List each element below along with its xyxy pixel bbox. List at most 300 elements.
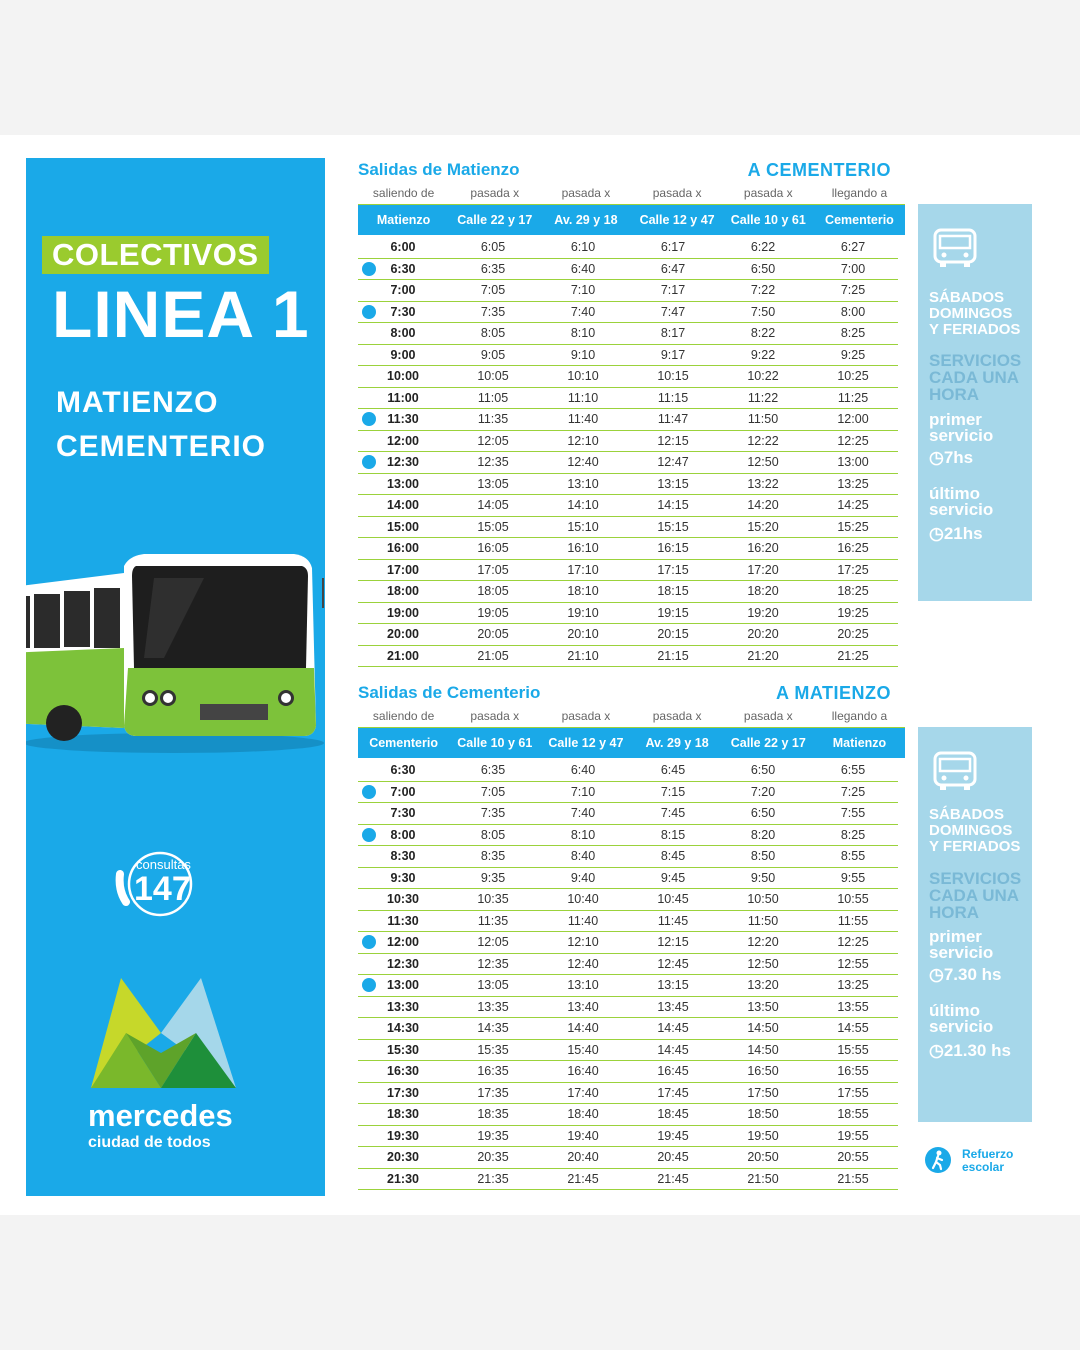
- time-cell: 13:00: [387, 476, 419, 491]
- time-cell: 11:47: [657, 412, 689, 427]
- time-cell: 21:20: [747, 648, 779, 663]
- table-row: [358, 1126, 898, 1148]
- days-line: Y FERIADOS: [929, 838, 1021, 855]
- table-row: [358, 603, 898, 625]
- column-header: Matienzo: [832, 736, 887, 750]
- time-cell: 19:35: [477, 1128, 509, 1143]
- time-cell: 10:40: [567, 892, 599, 907]
- time-cell: 21:45: [567, 1171, 599, 1186]
- time-cell: 20:50: [747, 1150, 779, 1165]
- last-service-label: último: [929, 1001, 980, 1020]
- time-cell: 14:15: [657, 498, 689, 513]
- table-body: [358, 237, 898, 667]
- table-row: [358, 1040, 898, 1062]
- legend-line: Refuerzo: [962, 1147, 1014, 1161]
- time-cell: 20:45: [657, 1150, 689, 1165]
- time-cell: 6:30: [390, 763, 416, 778]
- time-cell: 11:00: [387, 390, 419, 405]
- time-cell: 20:25: [837, 627, 869, 642]
- time-cell: 16:25: [837, 541, 869, 556]
- column-headers: [358, 728, 905, 758]
- time-cell: 12:20: [747, 935, 779, 950]
- column-header: Cementerio: [369, 736, 438, 750]
- table-row: [358, 782, 898, 804]
- time-cell: 12:30: [387, 455, 419, 470]
- time-cell: 19:45: [657, 1128, 689, 1143]
- line-title: LINEA 1: [52, 277, 310, 351]
- time-cell: 21:55: [837, 1171, 869, 1186]
- table-row: [358, 581, 898, 603]
- time-cell: 12:55: [837, 956, 869, 971]
- time-cell: 8:17: [660, 326, 686, 341]
- time-cell: 12:35: [477, 455, 509, 470]
- time-cell: 10:22: [747, 369, 779, 384]
- time-cell: 10:45: [657, 892, 689, 907]
- time-cell: 10:55: [837, 892, 869, 907]
- time-cell: 7:40: [570, 806, 596, 821]
- time-cell: 16:35: [477, 1064, 509, 1079]
- left-panel: [26, 158, 325, 1196]
- frequency-line: SERVICIOS: [929, 351, 1022, 370]
- time-cell: 8:22: [750, 326, 776, 341]
- time-cell: 17:50: [747, 1085, 779, 1100]
- table-row: [358, 259, 898, 281]
- time-cell: 9:10: [570, 347, 596, 362]
- time-cell: 6:30: [390, 261, 416, 276]
- time-cell: 16:10: [567, 541, 599, 556]
- time-cell: 18:10: [567, 584, 599, 599]
- first-time-value: 7.30 hs: [943, 965, 1002, 984]
- time-cell: 6:40: [570, 763, 596, 778]
- table-row: [358, 1104, 898, 1126]
- time-cell: 18:00: [387, 584, 419, 599]
- days-line: Y FERIADOS: [929, 321, 1021, 338]
- time-cell: 11:40: [567, 913, 599, 928]
- clock-icon: ◷: [929, 448, 944, 467]
- table-row: [358, 803, 898, 825]
- time-cell: 11:35: [477, 913, 509, 928]
- time-cell: 14:40: [567, 1021, 599, 1036]
- time-cell: 12:40: [567, 956, 599, 971]
- time-cell: 12:00: [387, 433, 419, 448]
- time-cell: 19:30: [387, 1128, 419, 1143]
- time-cell: 18:25: [837, 584, 869, 599]
- table-row: [358, 560, 898, 582]
- subheader: llegando a: [831, 186, 888, 200]
- time-cell: 11:30: [387, 913, 419, 928]
- time-cell: 13:50: [747, 999, 779, 1014]
- bus-illustration: [26, 518, 324, 758]
- time-cell: 12:25: [837, 433, 869, 448]
- table-title: Salidas de Matienzo: [358, 160, 520, 179]
- time-cell: 19:15: [657, 605, 689, 620]
- time-cell: 6:55: [840, 763, 866, 778]
- time-cell: 7:40: [570, 304, 596, 319]
- time-cell: 13:25: [837, 476, 869, 491]
- column-header: Calle 12 y 47: [639, 213, 715, 227]
- last-time-value: 21hs: [943, 524, 983, 543]
- column-header: Cementerio: [825, 213, 894, 227]
- time-cell: 8:00: [840, 304, 866, 319]
- time-cell: 10:05: [477, 369, 509, 384]
- pedestrian-icon: [362, 828, 376, 842]
- time-cell: 13:25: [837, 978, 869, 993]
- time-cell: 12:50: [747, 956, 779, 971]
- table-destination: A CEMENTERIO: [747, 160, 891, 180]
- time-cell: 8:25: [840, 827, 866, 842]
- time-cell: 20:20: [747, 627, 779, 642]
- time-cell: 13:05: [477, 476, 509, 491]
- subheader: pasada x: [652, 709, 702, 723]
- time-cell: 10:30: [387, 892, 419, 907]
- time-cell: 6:50: [750, 261, 776, 276]
- time-cell: 9:40: [570, 870, 596, 885]
- time-cell: 18:50: [747, 1107, 779, 1122]
- time-cell: 8:10: [570, 326, 596, 341]
- first-time-value: 7hs: [943, 448, 974, 467]
- time-cell: 9:35: [480, 870, 506, 885]
- time-cell: 8:30: [390, 849, 416, 864]
- time-cell: 12:15: [657, 433, 689, 448]
- time-cell: 19:40: [567, 1128, 599, 1143]
- time-cell: 11:55: [837, 913, 869, 928]
- time-cell: 6:40: [570, 261, 596, 276]
- weekend-info-box-1: [918, 204, 1032, 601]
- pedestrian-icon: [924, 1146, 952, 1174]
- time-cell: 6:45: [660, 763, 686, 778]
- time-cell: 14:10: [567, 498, 599, 513]
- time-cell: 18:35: [477, 1107, 509, 1122]
- time-cell: 12:50: [747, 455, 779, 470]
- time-cell: 16:15: [657, 541, 689, 556]
- days-line: DOMINGOS: [929, 305, 1013, 322]
- time-cell: 14:45: [657, 1021, 689, 1036]
- pedestrian-icon: [362, 412, 376, 426]
- time-cell: 7:05: [480, 784, 506, 799]
- table-row: [358, 975, 898, 997]
- table-row: [358, 1061, 898, 1083]
- time-cell: 17:55: [837, 1085, 869, 1100]
- time-cell: 21:00: [387, 648, 419, 663]
- clock-icon: ◷: [929, 524, 944, 543]
- table-row: [358, 997, 898, 1019]
- time-cell: 16:20: [747, 541, 779, 556]
- time-cell: 11:22: [747, 390, 779, 405]
- table-row: [358, 760, 898, 782]
- time-cell: 18:15: [657, 584, 689, 599]
- time-cell: 8:10: [570, 827, 596, 842]
- time-cell: 21:15: [657, 648, 689, 663]
- time-cell: 11:10: [567, 390, 599, 405]
- time-cell: 17:35: [477, 1085, 509, 1100]
- time-cell: 12:00: [837, 412, 869, 427]
- time-cell: 16:55: [837, 1064, 869, 1079]
- subheader: pasada x: [561, 709, 611, 723]
- table-row: [358, 932, 898, 954]
- time-cell: 21:35: [477, 1171, 509, 1186]
- time-cell: 18:55: [837, 1107, 869, 1122]
- first-service-time: [929, 450, 973, 466]
- weekend-info-box-2: [918, 727, 1032, 1122]
- table-row: [358, 911, 898, 933]
- time-cell: 7:30: [390, 304, 416, 319]
- subheader: pasada x: [652, 186, 702, 200]
- time-cell: 14:50: [747, 1021, 779, 1036]
- table-row: [358, 825, 898, 847]
- time-cell: 16:45: [657, 1064, 689, 1079]
- pedestrian-icon: [362, 785, 376, 799]
- time-cell: 15:00: [387, 519, 419, 534]
- table-body: [358, 760, 898, 1190]
- days-line: DOMINGOS: [929, 822, 1013, 839]
- time-cell: 12:00: [387, 935, 419, 950]
- time-cell: 13:35: [477, 999, 509, 1014]
- table-row: [358, 495, 898, 517]
- time-cell: 17:45: [657, 1085, 689, 1100]
- time-cell: 11:30: [387, 412, 419, 427]
- time-cell: 8:00: [390, 326, 416, 341]
- time-cell: 13:20: [747, 978, 779, 993]
- matienzo-departures-table: [358, 160, 905, 670]
- time-cell: 14:45: [657, 1042, 689, 1057]
- table-row: [358, 409, 898, 431]
- time-cell: 12:10: [567, 935, 599, 950]
- time-cell: 20:40: [567, 1150, 599, 1165]
- time-cell: 13:40: [567, 999, 599, 1014]
- time-cell: 19:55: [837, 1128, 869, 1143]
- time-cell: 9:25: [840, 347, 866, 362]
- time-cell: 11:50: [747, 913, 779, 928]
- pedestrian-icon: [362, 935, 376, 949]
- days-line: SÁBADOS: [929, 806, 1005, 823]
- consult-label: consultas: [136, 857, 191, 872]
- time-cell: 11:25: [837, 390, 869, 405]
- time-cell: 19:10: [567, 605, 599, 620]
- table-row: [358, 954, 898, 976]
- time-cell: 12:22: [747, 433, 779, 448]
- route-destination: CEMENTERIO: [56, 430, 267, 463]
- time-cell: 11:45: [657, 913, 689, 928]
- time-cell: 8:50: [750, 849, 776, 864]
- frequency-line: HORA: [929, 385, 980, 404]
- time-cell: 20:35: [477, 1150, 509, 1165]
- time-cell: 8:15: [660, 827, 686, 842]
- time-cell: 18:45: [657, 1107, 689, 1122]
- time-cell: 7:15: [660, 784, 686, 799]
- time-cell: 14:55: [837, 1021, 869, 1036]
- time-cell: 13:45: [657, 999, 689, 1014]
- time-cell: 17:40: [567, 1085, 599, 1100]
- subheader: pasada x: [743, 186, 793, 200]
- route-origin: MATIENZO: [56, 386, 219, 419]
- time-cell: 15:40: [567, 1042, 599, 1057]
- time-cell: 7:00: [390, 784, 416, 799]
- time-cell: 20:30: [387, 1150, 419, 1165]
- time-cell: 21:10: [567, 648, 599, 663]
- time-cell: 8:00: [390, 827, 416, 842]
- time-cell: 13:15: [657, 978, 689, 993]
- time-cell: 16:30: [387, 1064, 419, 1079]
- pedestrian-icon: [362, 978, 376, 992]
- subheader: llegando a: [831, 709, 888, 723]
- time-cell: 19:50: [747, 1128, 779, 1143]
- column-header: Calle 10 y 61: [457, 736, 533, 750]
- time-cell: 11:50: [747, 412, 779, 427]
- time-cell: 12:35: [477, 956, 509, 971]
- table-row: [358, 889, 898, 911]
- table-row: [358, 1018, 898, 1040]
- time-cell: 21:05: [477, 648, 509, 663]
- time-cell: 14:50: [747, 1042, 779, 1057]
- time-cell: 6:05: [480, 240, 506, 255]
- time-cell: 10:00: [387, 369, 419, 384]
- time-cell: 13:00: [837, 455, 869, 470]
- time-cell: 16:00: [387, 541, 419, 556]
- time-cell: 7:05: [480, 283, 506, 298]
- time-cell: 7:55: [840, 806, 866, 821]
- time-cell: 12:47: [657, 455, 689, 470]
- time-cell: 14:35: [477, 1021, 509, 1036]
- time-cell: 15:25: [837, 519, 869, 534]
- time-cell: 7:25: [840, 283, 866, 298]
- bus-front-icon: [932, 751, 978, 791]
- time-cell: 10:50: [747, 892, 779, 907]
- time-cell: 9:00: [390, 347, 416, 362]
- time-cell: 12:05: [477, 935, 509, 950]
- table-row: [358, 474, 898, 496]
- time-cell: 15:15: [657, 519, 689, 534]
- time-cell: 7:35: [480, 304, 506, 319]
- time-cell: 7:47: [660, 304, 686, 319]
- legend-label: [962, 1148, 1013, 1174]
- time-cell: 11:05: [477, 390, 509, 405]
- time-cell: 17:20: [747, 562, 779, 577]
- time-cell: 17:10: [567, 562, 599, 577]
- legend-line: escolar: [962, 1160, 1005, 1174]
- last-service-label: servicio: [929, 500, 994, 519]
- time-cell: 6:47: [660, 261, 686, 276]
- time-cell: 8:25: [840, 326, 866, 341]
- table-row: [358, 237, 898, 259]
- time-cell: 6:27: [840, 240, 866, 255]
- column-header: Calle 12 y 47: [548, 736, 624, 750]
- time-cell: 21:25: [837, 648, 869, 663]
- colectivos-tag: COLECTIVOS: [42, 236, 269, 274]
- table-row: [358, 624, 898, 646]
- time-cell: 14:20: [747, 498, 779, 513]
- table-row: [358, 431, 898, 453]
- time-cell: 13:10: [567, 978, 599, 993]
- time-cell: 13:55: [837, 999, 869, 1014]
- time-cell: 13:05: [477, 978, 509, 993]
- mercedes-logo-icon: [86, 978, 236, 1088]
- time-cell: 6:35: [480, 763, 506, 778]
- time-cell: 12:05: [477, 433, 509, 448]
- time-cell: 13:30: [387, 999, 419, 1014]
- time-cell: 18:05: [477, 584, 509, 599]
- pedestrian-icon: [362, 262, 376, 276]
- column-headers: [358, 205, 905, 235]
- first-service-label: primer: [929, 410, 982, 429]
- first-service-label: primer: [929, 927, 982, 946]
- time-cell: 12:25: [837, 935, 869, 950]
- time-cell: 7:10: [570, 283, 596, 298]
- time-cell: 14:25: [837, 498, 869, 513]
- time-cell: 17:25: [837, 562, 869, 577]
- time-cell: 9:50: [750, 870, 776, 885]
- column-header: Calle 22 y 17: [457, 213, 533, 227]
- column-subheaders: [358, 186, 905, 205]
- time-cell: 7:50: [750, 304, 776, 319]
- pedestrian-icon: [362, 455, 376, 469]
- time-cell: 7:20: [750, 784, 776, 799]
- clock-icon: ◷: [929, 965, 944, 984]
- subheader: pasada x: [743, 709, 793, 723]
- table-row: [358, 345, 898, 367]
- table-row: [358, 517, 898, 539]
- time-cell: 9:05: [480, 347, 506, 362]
- consult-number: 147: [134, 870, 191, 908]
- time-cell: 13:15: [657, 476, 689, 491]
- time-cell: 7:35: [480, 806, 506, 821]
- time-cell: 9:22: [750, 347, 776, 362]
- time-cell: 6:22: [750, 240, 776, 255]
- subheader: pasada x: [470, 186, 520, 200]
- time-cell: 19:25: [837, 605, 869, 620]
- time-cell: 18:30: [387, 1107, 419, 1122]
- time-cell: 8:05: [480, 827, 506, 842]
- table-row: [358, 388, 898, 410]
- time-cell: 13:22: [747, 476, 779, 491]
- time-cell: 11:15: [657, 390, 689, 405]
- time-cell: 11:40: [567, 412, 599, 427]
- time-cell: 18:40: [567, 1107, 599, 1122]
- time-cell: 12:45: [657, 956, 689, 971]
- time-cell: 21:45: [657, 1171, 689, 1186]
- table-row: [358, 366, 898, 388]
- time-cell: 8:35: [480, 849, 506, 864]
- time-cell: 21:50: [747, 1171, 779, 1186]
- first-service-label: servicio: [929, 943, 994, 962]
- time-cell: 15:55: [837, 1042, 869, 1057]
- time-cell: 6:35: [480, 261, 506, 276]
- subheader: pasada x: [561, 186, 611, 200]
- last-service-label: servicio: [929, 1017, 994, 1036]
- frequency-line: CADA UNA: [929, 886, 1020, 905]
- time-cell: 20:00: [387, 627, 419, 642]
- table-row: [358, 868, 898, 890]
- first-service-label: servicio: [929, 426, 994, 445]
- time-cell: 19:05: [477, 605, 509, 620]
- time-cell: 8:55: [840, 849, 866, 864]
- time-cell: 7:00: [390, 283, 416, 298]
- cementerio-departures-table: [358, 683, 905, 1193]
- last-time-value: 21.30 hs: [943, 1041, 1011, 1060]
- bus-front-icon: [932, 228, 978, 268]
- time-cell: 9:55: [840, 870, 866, 885]
- column-header: Calle 22 y 17: [730, 736, 806, 750]
- table-title: Salidas de Cementerio: [358, 683, 541, 702]
- time-cell: 8:05: [480, 326, 506, 341]
- time-cell: 6:10: [570, 240, 596, 255]
- time-cell: 9:45: [660, 870, 686, 885]
- time-cell: 7:25: [840, 784, 866, 799]
- pedestrian-icon: [362, 305, 376, 319]
- time-cell: 10:15: [657, 369, 689, 384]
- time-cell: 17:15: [657, 562, 689, 577]
- time-cell: 19:00: [387, 605, 419, 620]
- time-cell: 12:40: [567, 455, 599, 470]
